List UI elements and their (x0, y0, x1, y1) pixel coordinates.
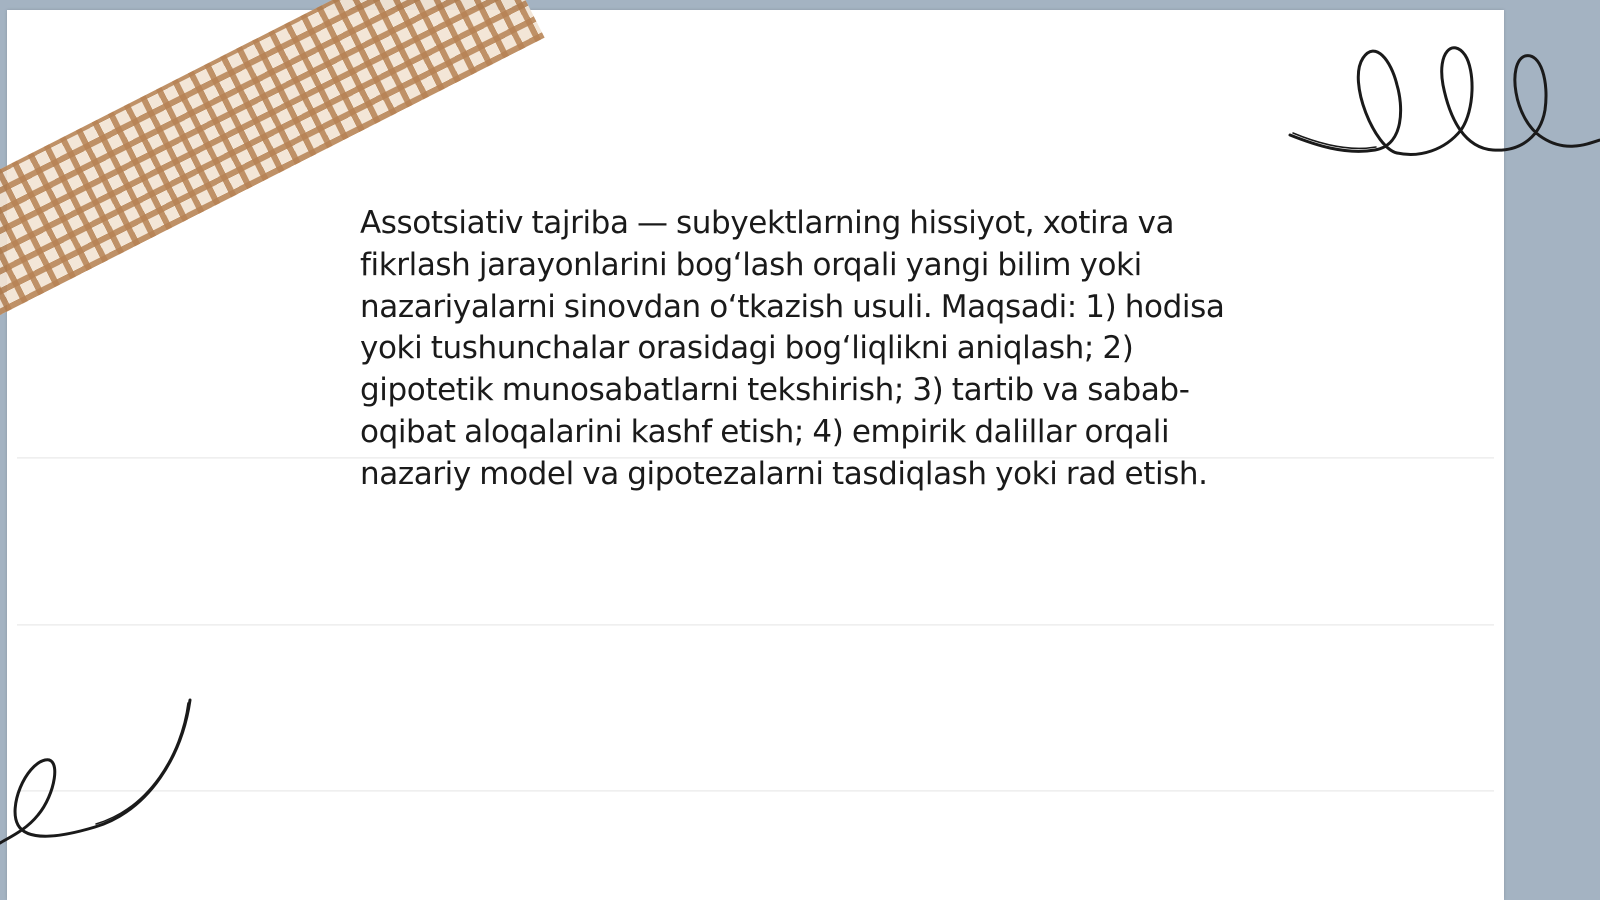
paper-rule-line (17, 624, 1494, 626)
loops-doodle-icon (1285, 30, 1600, 165)
paper-rule-line (17, 790, 1494, 792)
swirl-doodle-icon (0, 695, 200, 850)
slide-body-text: Assotsiativ tajriba — subyektlarning hissiyot, xotira va fikrlash jarayonlarini bog‘lash orqali yangi bilim yoki nazariyalarni sinovdan o‘tkazish usuli. Maqsadi: 1) hodisa yoki tushunchalar orasidagi bog‘liqlikni aniqlash; 2) gipotetik munosabatlarni tekshirish; 3) tartib va sabab-oqibat aloqalarini kashf etish; 4) empirik dalillar orqali nazariy model va gipotezalarni tasdiqlash yoki rad etish. (360, 205, 1225, 492)
